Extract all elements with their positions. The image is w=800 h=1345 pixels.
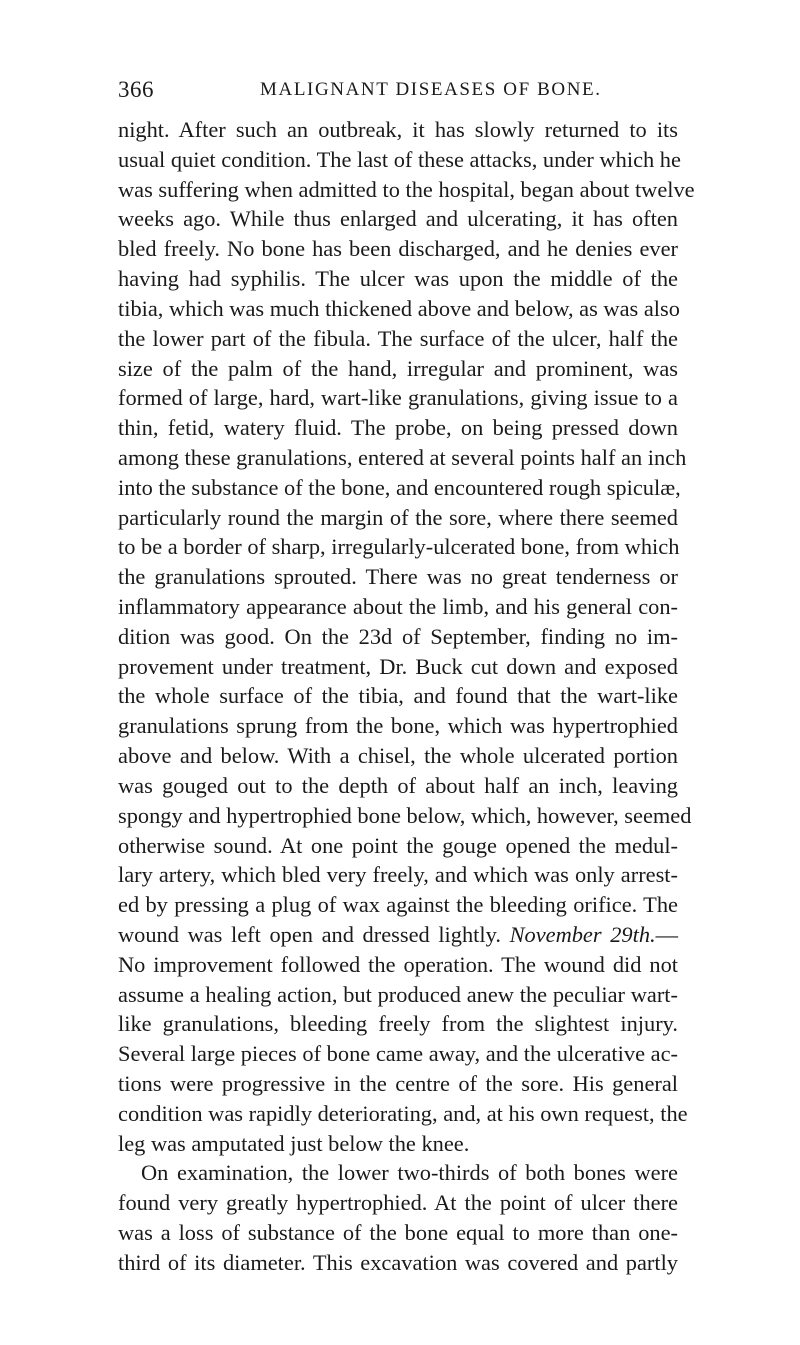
text-line: weeks ago. While thus enlarged and ulcerating, it has often <box>118 206 678 232</box>
text-line: above and below. With a chisel, the whole ulcerated portion <box>118 743 678 769</box>
text-line: was gouged out to the depth of about half an inch, leaving <box>118 772 678 798</box>
text-line: the granulations sprouted. There was no great tenderness or <box>118 564 678 590</box>
text-line: among these granulations, entered at several points half an inch <box>118 444 687 470</box>
text-fragment: wound was left open and dressed lightly. <box>118 921 501 947</box>
text-line: was suffering when admitted to the hospital, began about twelve <box>118 176 695 202</box>
text-line: the whole surface of the tibia, and found that the wart-like <box>118 683 678 709</box>
text-line-with-date <box>118 920 678 950</box>
text-line: third of its diameter. This excavation was covered and partly <box>118 1249 678 1275</box>
text-line: thin, fetid, watery fluid. The probe, on being pressed down <box>118 415 678 441</box>
page-number: 366 <box>118 77 154 102</box>
text-line: found very greatly hypertrophied. At the point of ulcer there <box>118 1190 678 1216</box>
text-line: into the substance of the bone, and encountered rough spiculæ, <box>118 474 681 500</box>
text-line: was a loss of substance of the bone equal to more than one- <box>118 1220 678 1246</box>
text-line: tions were progressive in the centre of the sore. His general <box>118 1071 678 1096</box>
paragraph-start-line: On examination, the lower two-thirds of both bones were <box>141 1160 678 1186</box>
text-line: usual quiet condition. The last of these attacks, under which he <box>118 146 681 172</box>
paragraph-end-line: leg was amputated just below the knee. <box>118 1130 470 1156</box>
text-line: condition was rapidly deteriorating, and, at his own request, the <box>118 1100 688 1126</box>
text-line: No improvement followed the operation. The wound did not <box>118 951 678 977</box>
text-line: having had syphilis. The ulcer was upon the middle of the <box>118 266 678 292</box>
text-line: otherwise sound. At one point the gouge opened the medul- <box>118 832 678 858</box>
body-text <box>118 115 695 1278</box>
text-line: bled freely. No bone has been discharged, and he denies ever <box>118 236 678 262</box>
text-line: dition was good. On the 23d of September, finding no im- <box>118 623 678 649</box>
em-dash: — <box>655 921 678 947</box>
text-line: particularly round the margin of the sore, where there seemed <box>118 504 678 530</box>
text-line: inflammatory appearance about the limb, and his general con- <box>118 594 678 619</box>
text-line: size of the palm of the hand, irregular and prominent, was <box>118 355 678 381</box>
text-line: granulations sprung from the bone, which was hypertrophied <box>118 713 678 739</box>
text-line: to be a border of sharp, irregularly-ulcerated bone, from which <box>118 534 680 560</box>
text-line: night. After such an outbreak, it has slowly returned to its <box>118 117 678 142</box>
text-line: like granulations, bleeding freely from the slightest injury. <box>118 1011 678 1037</box>
text-line: assume a healing action, but produced anew the peculiar wart- <box>118 981 678 1007</box>
text-line: lary artery, which bled very freely, and which was only arrest- <box>118 862 678 888</box>
running-head <box>118 77 678 107</box>
text-line: formed of large, hard, wart-like granulations, giving issue to a <box>118 385 678 411</box>
date-italic: November 29th. <box>509 921 656 947</box>
text-line: ed by pressing a plug of wax against the bleeding orifice. The <box>118 892 678 918</box>
running-title: MALIGNANT DISEASES OF BONE. <box>260 79 602 100</box>
text-line: provement under treatment, Dr. Buck cut down and exposed <box>118 653 678 679</box>
text-line: the lower part of the fibula. The surface of the ulcer, half the <box>118 325 678 351</box>
text-line: Several large pieces of bone came away, and the ulcerative ac- <box>118 1041 678 1067</box>
text-line: tibia, which was much thickened above and below, as was also <box>118 295 680 321</box>
text-line: spongy and hypertrophied bone below, which, however, seemed <box>118 802 692 828</box>
